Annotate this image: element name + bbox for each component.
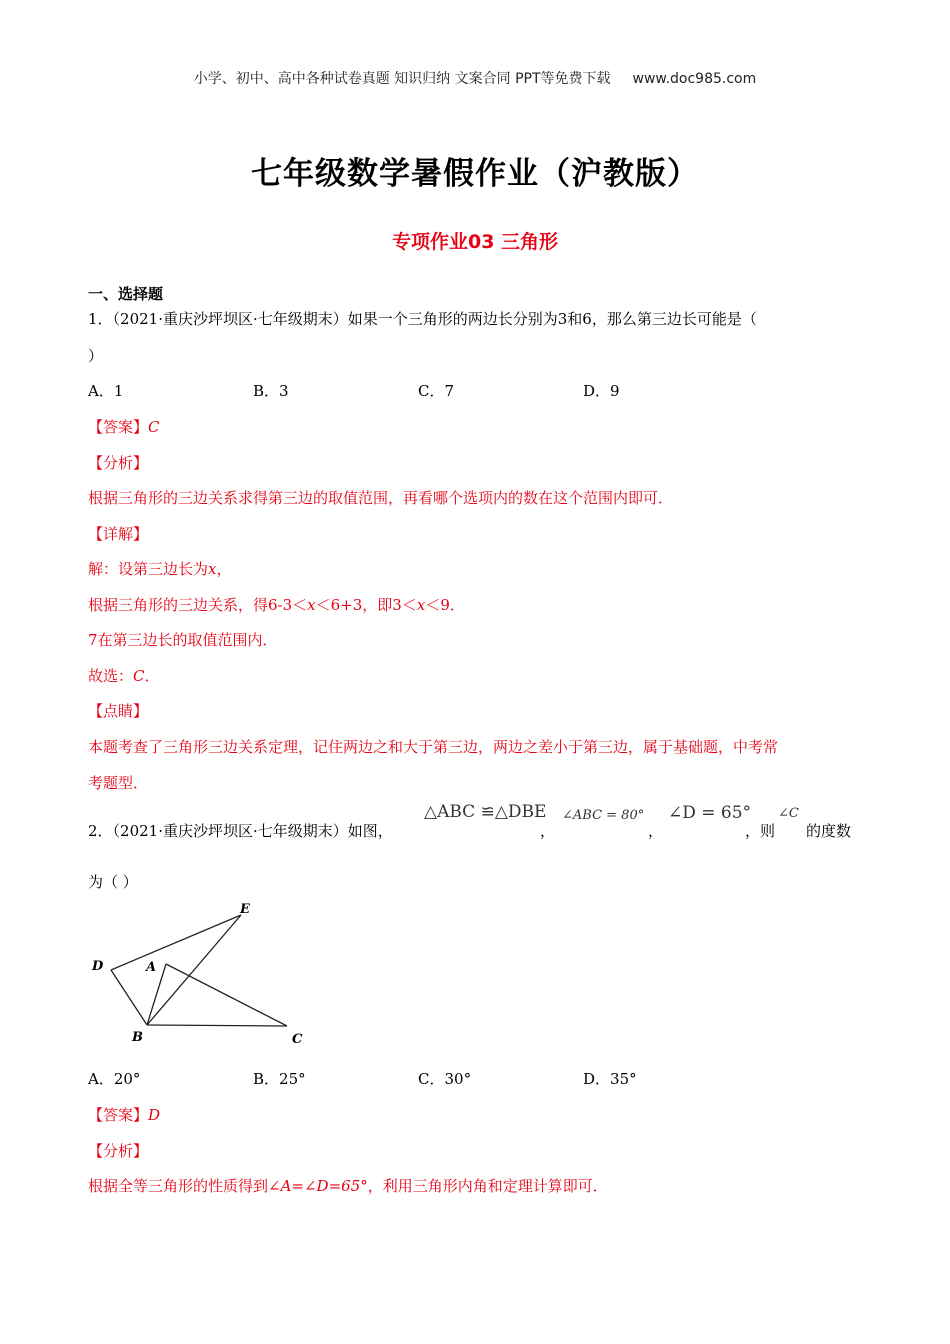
q2-analysis-b: ∠A=∠D=65° xyxy=(268,1177,368,1195)
q2-stem-end: 为（ ） xyxy=(88,873,138,891)
q1-stem: 1．（2021·重庆沙坪坝区·七年级期末）如果一个三角形的两边长分别为3和6，那么第三边长可能是（ xyxy=(88,310,757,328)
line-bc xyxy=(147,1025,287,1026)
q2-stem-start: 2．（2021·重庆沙坪坝区·七年级期末）如图， xyxy=(88,822,393,840)
label-c: C xyxy=(292,1032,303,1047)
q1-detail-2e: ＜9． xyxy=(425,596,465,614)
q2-answer-label: 【答案】 xyxy=(88,1106,149,1124)
q2-analysis-a: 根据全等三角形的性质得到 xyxy=(88,1177,269,1195)
page-subtitle: 专项作业03 三角形 xyxy=(391,231,559,253)
q1-answer xyxy=(88,416,160,437)
q1-detail-line-3: 7在第三边长的取值范围内． xyxy=(88,631,278,649)
line-eb xyxy=(147,915,241,1025)
q2-option-c: C．30° xyxy=(418,1070,472,1088)
q2-comma-1: ， xyxy=(540,822,556,840)
q1-detail-1b: x xyxy=(208,560,217,578)
q1-detail-4a: 故选： xyxy=(88,667,134,685)
q1-option-d: D．9 xyxy=(583,382,620,400)
q1-stem-end: ） xyxy=(88,347,104,365)
q2-triangle-figure xyxy=(80,895,320,1055)
q1-detail-2c: ＜6+3，即3＜ xyxy=(315,596,417,614)
q1-analysis-label: 【分析】 xyxy=(88,454,149,472)
line-de xyxy=(111,915,241,970)
q1-comment-label: 【点睛】 xyxy=(88,702,149,720)
q2-analysis xyxy=(88,1175,608,1196)
header-text: 小学、初中、高中各种试卷真题 知识归纳 文案合同 PPT等免费下载 xyxy=(193,71,611,87)
q1-detail-1a: 解：设第三边长为 xyxy=(88,560,209,578)
q1-answer-label: 【答案】 xyxy=(88,418,149,436)
q1-analysis: 根据三角形的三边关系求得第三边的取值范围，再看哪个选项内的数在这个范围内即可． xyxy=(88,489,674,507)
q2-math-angle-abc: ∠ABC = 80° xyxy=(562,808,645,823)
q2-comma-2: ， xyxy=(648,822,664,840)
header-site: www.doc985.com xyxy=(632,71,757,87)
q1-detail-line-1 xyxy=(88,558,232,579)
section-heading: 一、选择题 xyxy=(88,285,164,303)
q1-detail-2b: x xyxy=(307,596,316,614)
q1-comment-line-2: 考题型． xyxy=(88,774,149,792)
page-title: 七年级数学暑假作业（沪教版） xyxy=(251,156,699,192)
line-db xyxy=(111,970,147,1025)
q2-analysis-label: 【分析】 xyxy=(88,1142,149,1160)
q2-answer-value: D xyxy=(148,1106,161,1124)
q2-analysis-c: ，利用三角形内角和定理计算即可． xyxy=(367,1177,608,1195)
line-ac xyxy=(166,964,287,1026)
q2-math-angle-d: ∠D = 65° xyxy=(668,803,752,823)
label-e: E xyxy=(240,902,250,917)
q2-option-d: D．35° xyxy=(583,1070,637,1088)
q2-option-b: B．25° xyxy=(253,1070,306,1088)
q2-option-a: A．20° xyxy=(88,1070,141,1088)
q1-comment-line-1: 本题考查了三角形三边关系定理，记住两边之和大于第三边，两边之差小于第三边，属于基础题，中考常 xyxy=(88,738,779,756)
label-a: A xyxy=(146,960,157,975)
q1-detail-2d: x xyxy=(416,596,426,614)
q1-detail-line-4 xyxy=(88,665,160,686)
q1-option-c: C．7 xyxy=(418,382,455,400)
label-d: D xyxy=(92,959,104,974)
q1-option-a: A．1 xyxy=(88,382,124,400)
q2-stem-then: ，则 xyxy=(745,822,776,840)
q1-answer-value: C xyxy=(148,418,160,436)
q1-option-b: B．3 xyxy=(253,382,289,400)
q2-stem-degree: 的度数 xyxy=(806,822,852,840)
q1-detail-1c: ， xyxy=(216,560,232,578)
q2-math-angle-c: ∠C xyxy=(778,806,799,821)
q1-detail-line-2 xyxy=(88,594,465,615)
q1-detail-4b: C xyxy=(133,667,145,685)
q1-detail-label: 【详解】 xyxy=(88,525,149,543)
q1-detail-4c: ． xyxy=(144,667,160,685)
q2-answer xyxy=(88,1104,160,1125)
label-b: B xyxy=(132,1030,143,1045)
page-header xyxy=(0,68,950,88)
q1-detail-2a: 根据三角形的三边关系，得6-3＜ xyxy=(88,596,308,614)
q2-math-congruence: △ABC ≌△DBE xyxy=(424,802,547,822)
